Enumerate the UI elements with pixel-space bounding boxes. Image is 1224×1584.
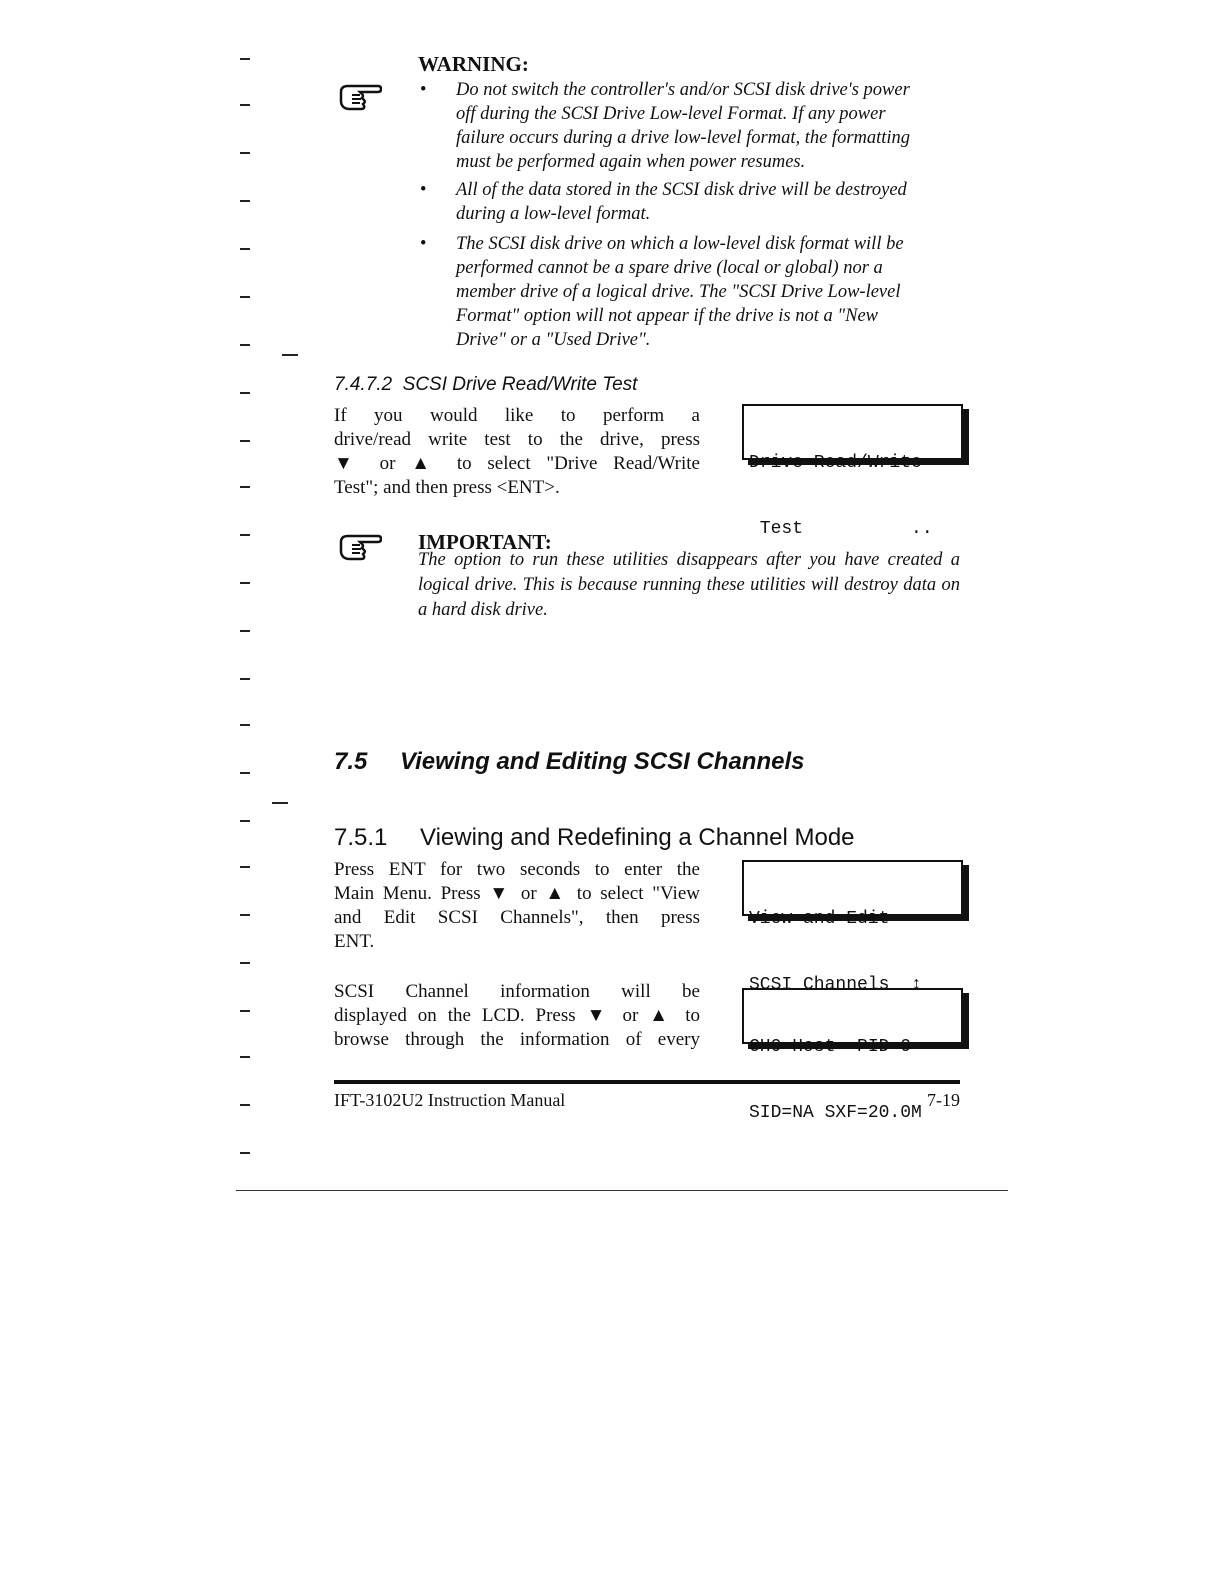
text-line: Format" option will not appear if the drive is not a "New xyxy=(456,306,879,326)
lcd-line: Drive Read/Write xyxy=(749,453,922,473)
text-line: Do not switch the controller's and/or SCSI disk drive's power xyxy=(456,80,910,100)
margin-tick xyxy=(240,582,250,584)
lcd-line: SCSI Channels ↕ xyxy=(749,975,922,995)
text-line: and Edit SCSI Channels", then press xyxy=(334,907,700,928)
text-line: Main Menu. Press ▼ or ▲ to select "View xyxy=(334,883,700,904)
text-line: If you would like to perform a xyxy=(334,405,700,426)
important-title: IMPORTANT: xyxy=(418,530,552,554)
footer-manual-title: IFT-3102U2 Instruction Manual xyxy=(334,1090,566,1110)
margin-tick xyxy=(240,486,250,488)
text-line: The SCSI disk drive on which a low-level disk format will be xyxy=(456,234,904,254)
margin-tick xyxy=(240,1056,250,1058)
text-line: failure occurs during a drive low-level format, the formatting xyxy=(456,128,911,148)
margin-tick xyxy=(240,344,250,346)
text-line: must be performed again when power resumes. xyxy=(456,152,806,172)
section-number: 7.5 xyxy=(334,748,368,775)
text-line: ▼ or ▲ to select "Drive Read/Write xyxy=(334,453,700,474)
page-number: 7-19 xyxy=(927,1090,960,1110)
margin-tick xyxy=(272,802,288,804)
margin-tick xyxy=(240,248,250,250)
text-line: ENT. xyxy=(334,931,375,952)
scan-edge-rule xyxy=(236,1190,1008,1191)
pointing-hand-icon xyxy=(338,532,382,564)
footer-rule xyxy=(334,1080,960,1084)
margin-tick xyxy=(240,962,250,964)
margin-tick xyxy=(240,724,250,726)
margin-tick xyxy=(240,630,250,632)
text-line: SCSI Channel information will be xyxy=(334,981,700,1002)
margin-tick xyxy=(240,914,250,916)
margin-tick xyxy=(240,1152,250,1154)
text-line: Test"; and then press <ENT>. xyxy=(334,477,560,498)
margin-tick xyxy=(240,152,250,154)
margin-tick xyxy=(240,440,250,442)
lcd-line: Test .. xyxy=(749,519,933,539)
margin-tick xyxy=(240,392,250,394)
text-line: performed cannot be a spare drive (local or global) nor a xyxy=(456,258,883,278)
margin-tick xyxy=(240,58,250,60)
subsection-number: 7.5.1 xyxy=(334,824,388,851)
text-line: drive/read write test to the drive, press xyxy=(334,429,700,450)
lcd-line: CH0=Host PID=0 xyxy=(749,1037,912,1057)
lcd-line: View and Edit xyxy=(749,909,890,929)
pointing-hand-icon xyxy=(338,82,382,114)
margin-tick xyxy=(240,296,250,298)
section-heading xyxy=(334,748,804,776)
subsection-title: 7.4.7.2 SCSI Drive Read/Write Test xyxy=(334,374,638,395)
paragraph xyxy=(334,858,700,954)
subsection-heading xyxy=(334,824,855,852)
warning-title: WARNING: xyxy=(418,52,529,76)
margin-tick xyxy=(240,820,250,822)
margin-tick xyxy=(240,104,250,106)
margin-tick xyxy=(240,772,250,774)
lcd-display xyxy=(742,860,963,995)
paragraph xyxy=(334,980,700,1052)
text-line: during a low-level format. xyxy=(456,204,651,224)
text-line: browse through the information of every xyxy=(334,1029,700,1050)
text-line: off during the SCSI Drive Low-level Format. If any power xyxy=(456,104,886,124)
warning-bullet: • Do not switch the controller's and/or SCSI disk drive's power off during the SCSI Drive Low-level Format. If any power failure occurs during a drive low-level format, the formatting must be performed again when power resumes. xyxy=(420,78,960,174)
margin-tick xyxy=(240,1010,250,1012)
margin-tick xyxy=(240,200,250,202)
text-line: member drive of a logical drive. The "SCSI Drive Low-level xyxy=(456,282,901,302)
margin-tick xyxy=(282,354,298,356)
warning-bullet: • The SCSI disk drive on which a low-level disk format will be performed cannot be a spare drive (local or global) nor a member drive of a logical drive. The "SCSI Drive Low-level Format" option will not appear if the drive is not a "New Drive" or a "Used Drive". xyxy=(420,232,960,352)
text-line: Drive" or a "Used Drive". xyxy=(456,330,651,350)
margin-tick xyxy=(240,1104,250,1106)
text-line: Press ENT for two seconds to enter the xyxy=(334,859,700,880)
margin-tick xyxy=(240,534,250,536)
margin-tick xyxy=(240,866,250,868)
section-title: Viewing and Editing SCSI Channels xyxy=(400,748,805,775)
subsection-title: Viewing and Redefining a Channel Mode xyxy=(420,824,855,851)
important-text: The option to run these utilities disappears after you have created a logical drive. This is because running these utilities will destroy data on a hard disk drive. xyxy=(418,550,960,620)
text-line: displayed on the LCD. Press ▼ or ▲ to xyxy=(334,1005,700,1026)
margin-tick xyxy=(240,678,250,680)
paragraph xyxy=(334,404,700,500)
text-line: All of the data stored in the SCSI disk drive will be destroyed xyxy=(456,180,907,200)
warning-bullet: • All of the data stored in the SCSI disk drive will be destroyed during a low-level format. xyxy=(420,178,960,226)
lcd-display xyxy=(742,404,963,539)
lcd-line: SID=NA SXF=20.0M xyxy=(749,1103,922,1123)
